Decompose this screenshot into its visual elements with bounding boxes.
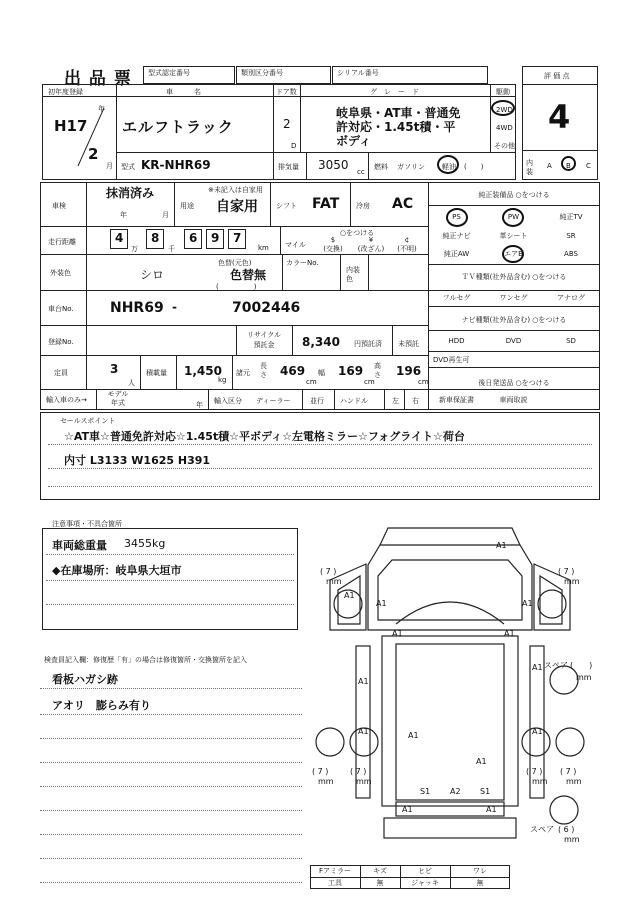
damage-a1-cab-right: A1 (504, 629, 515, 638)
damage-a1-cab-left: A1 (392, 629, 403, 638)
first-reg-month: 2 (88, 145, 99, 163)
tire-depth-front-left: ( 7 ) (320, 567, 337, 576)
damage-a1-bed-floor-1: A1 (408, 731, 419, 740)
equip-tv: 純正TV (559, 213, 583, 221)
color-change: 色替無 (230, 268, 267, 282)
length: 469 (280, 364, 306, 378)
equip-navi: 純正ナビ (442, 232, 471, 240)
svg-text:mm: mm (318, 777, 334, 786)
damage-s1-left: S1 (420, 787, 431, 796)
width: 169 (338, 364, 364, 378)
document-title: 出 品 票 (64, 69, 132, 89)
gvw-label: 車両総重量 (52, 539, 107, 552)
tire-depth-rear-right-outer: ( 7 ) (560, 767, 577, 776)
first-reg-era: H17 (54, 117, 88, 135)
damage-a1-hood: A1 (496, 541, 507, 550)
equip-ps-circle (446, 208, 468, 227)
damage-a1-left-front: A1 (376, 599, 387, 608)
inspection-value: 抹消済み (106, 186, 155, 200)
equip-aw: 純正AW (443, 250, 470, 258)
vehicle-damage-diagram (300, 520, 600, 845)
equip-airbag: エアB (504, 250, 523, 258)
exterior-color: シロ (140, 268, 165, 282)
equip-pw-circle (502, 208, 524, 227)
svg-text:mm: mm (564, 835, 580, 844)
sales-line-1: ☆AT車☆普通免許対応☆1.45t積☆平ボディ☆左電格ミラー☆フォグライト☆荷台 (64, 430, 465, 443)
gvw-value: 3455kg (124, 537, 166, 550)
inspector-line-1: 看板ハガシ跡 (52, 673, 118, 686)
equip-airbag-circle (502, 245, 524, 263)
shift-value: FAT (312, 196, 340, 212)
equip-abs: ABS (564, 250, 578, 258)
inspector-line-2: アオリ 膨らみ有り (52, 699, 151, 712)
grade-line-2: 許対応・1.45t積・平 (336, 120, 456, 134)
grade-line-3: ボディ (336, 134, 372, 148)
damage-a1-tail-2: A1 (486, 805, 497, 814)
chassis-number: 7002446 (232, 300, 301, 316)
svg-text:スペア: スペア (544, 661, 568, 670)
damage-a1-left-bed-1: A1 (358, 677, 369, 686)
damage-a1-tail-1: A1 (402, 805, 413, 814)
damage-a1-right-bed-1: A1 (532, 663, 543, 672)
tire-depth-rear-right-inner: ( 7 ) (526, 767, 543, 776)
tire-depth-rear-left-outer: ( 7 ) (312, 767, 329, 776)
spare-depth: ( 6 ) (558, 825, 575, 834)
damage-a1-left-door: A1 (344, 591, 355, 600)
class-box: 類別区分番号 (236, 66, 331, 84)
model-code: KR-NHR69 (141, 158, 211, 172)
recycle-value: 8,340 (302, 335, 340, 349)
svg-text:mm: mm (326, 577, 342, 586)
damage-a1-bed-floor-2: A1 (476, 757, 487, 766)
tire-depth-rear-left-inner: ( 7 ) (350, 767, 367, 776)
equip-ps: PS (452, 213, 461, 221)
ac-value: AC (392, 196, 414, 212)
svg-text:mm: mm (356, 777, 372, 786)
interior-grade-circle (561, 156, 576, 171)
svg-text:( ): ( ) (570, 661, 593, 670)
fuel-diesel-circle (437, 155, 459, 174)
svg-text:スペア: スペア (530, 825, 554, 834)
door-count: 2 (283, 117, 291, 131)
svg-text:mm: mm (564, 577, 580, 586)
equip-sr: SR (566, 232, 576, 240)
svg-text:mm: mm (566, 777, 582, 786)
chassis-prefix: NHR69 (110, 300, 164, 316)
damage-s1-right: S1 (480, 787, 491, 796)
height: 196 (396, 364, 422, 378)
type-spec-box: 型式認定番号 (143, 66, 235, 84)
damage-a1-right-bed-2: A1 (532, 727, 543, 736)
stock-location: ◆在庫場所：岐阜県大垣市 (52, 564, 182, 577)
drive-2wd-circle (491, 100, 515, 116)
damage-a1-left-bed-2: A1 (358, 727, 369, 736)
grade-line-1: 岐阜県・AT車・普通免 (336, 106, 461, 120)
sales-line-2: 内寸 L3133 W1625 H391 (64, 454, 211, 467)
interior-grade-b: B (566, 162, 571, 170)
svg-text:mm: mm (576, 673, 592, 682)
svg-text:mm: mm (532, 777, 548, 786)
equip-leather: 革シート (499, 232, 528, 240)
load-capacity: 1,450 (184, 364, 222, 378)
equip-pw: PW (507, 213, 520, 221)
capacity: 3 (110, 362, 119, 376)
rating-value: 4 (548, 98, 571, 136)
interior-grade-a: A (547, 162, 552, 170)
vehicle-name: エルフトラック (122, 118, 234, 136)
damage-a1-right-front: A1 (522, 599, 533, 608)
tire-depth-front-right: ( 7 ) (558, 567, 575, 576)
interior-grade-c: C (586, 162, 591, 170)
damage-a2: A2 (450, 787, 461, 796)
displacement: 3050 (318, 158, 349, 172)
usage-value: 自家用 (216, 199, 258, 215)
serial-box: シリアル番号 (332, 66, 488, 84)
